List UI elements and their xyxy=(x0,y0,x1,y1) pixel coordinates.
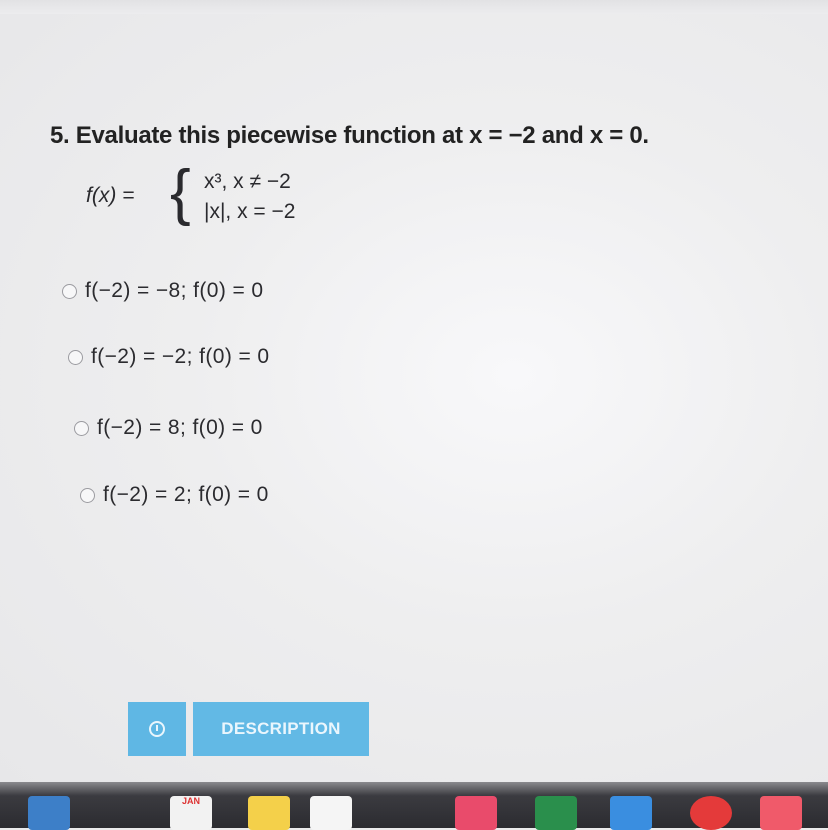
case-one: x³, x ≠ −2 xyxy=(204,170,291,193)
top-strip xyxy=(0,0,828,14)
news-dock-icon[interactable] xyxy=(690,796,732,830)
calendar-month: JAN xyxy=(181,796,200,806)
answer-option-3[interactable] xyxy=(74,414,263,442)
answer-option-4[interactable] xyxy=(80,481,269,509)
reminders-dock-icon[interactable] xyxy=(310,796,352,830)
info-icon xyxy=(149,721,165,737)
facetime-dock-icon[interactable] xyxy=(535,796,577,830)
option-label: f(−2) = −2; f(0) = 0 xyxy=(91,345,270,368)
radio-icon[interactable] xyxy=(68,350,83,365)
option-label: f(−2) = 2; f(0) = 0 xyxy=(103,483,269,506)
question-text: 5. Evaluate this piecewise function at x = −2 and x = 0. xyxy=(50,122,649,149)
piecewise-function xyxy=(86,158,386,232)
description-button[interactable]: DESCRIPTION xyxy=(193,702,369,756)
info-button[interactable] xyxy=(128,702,186,756)
option-label: f(−2) = 8; f(0) = 0 xyxy=(97,416,263,439)
notes-dock-icon[interactable] xyxy=(248,796,290,830)
radio-icon[interactable] xyxy=(62,284,77,299)
function-label: f(x) = xyxy=(86,184,135,207)
radio-icon[interactable] xyxy=(80,488,95,503)
photos-dock-icon[interactable] xyxy=(455,796,497,830)
calendar-dock-icon[interactable] xyxy=(170,796,212,830)
music-dock-icon[interactable] xyxy=(760,796,802,830)
brace-glyph: { xyxy=(170,158,191,227)
messages-dock-icon[interactable] xyxy=(610,796,652,830)
option-label: f(−2) = −8; f(0) = 0 xyxy=(85,279,264,302)
answer-option-1[interactable] xyxy=(62,277,263,305)
case-two: |x|, x = −2 xyxy=(204,200,296,223)
radio-icon[interactable] xyxy=(74,421,89,436)
answer-option-2[interactable] xyxy=(68,343,269,371)
finder-dock-icon[interactable] xyxy=(28,796,70,830)
